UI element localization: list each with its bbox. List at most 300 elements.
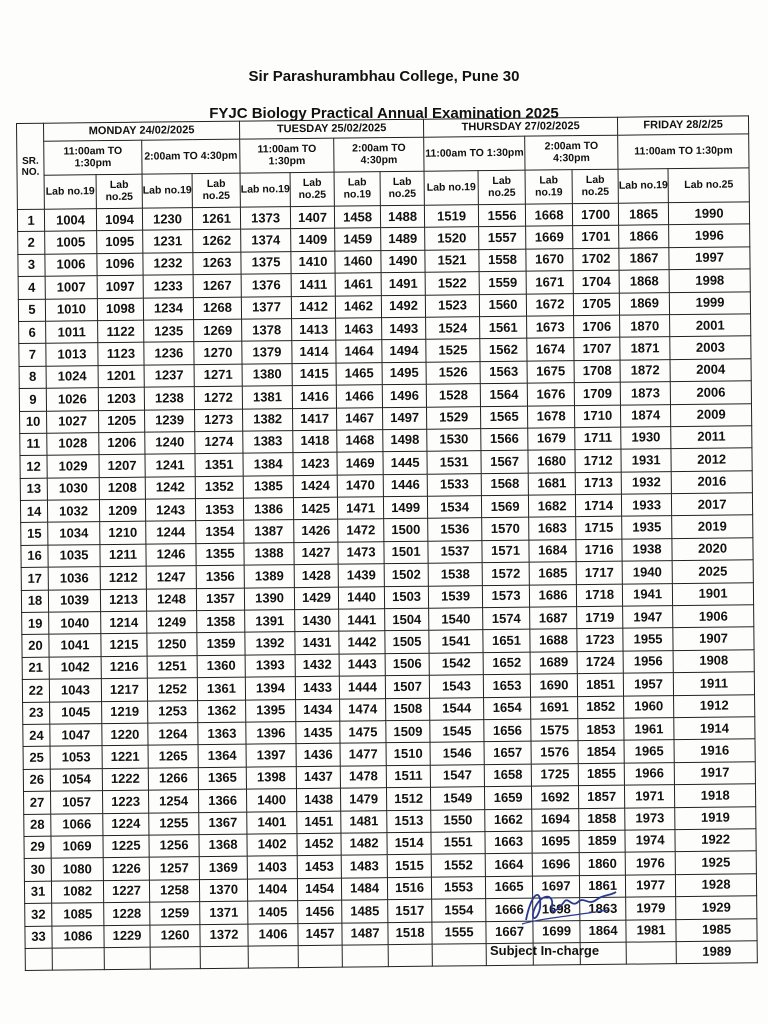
seat-number-cell: 1250	[147, 633, 197, 656]
seat-number-cell: 1530	[427, 429, 481, 452]
seat-number-cell: 1961	[624, 718, 674, 741]
seat-number-cell: 1684	[529, 540, 576, 563]
seat-number-cell: 1373	[240, 207, 290, 230]
seat-number-cell	[150, 947, 200, 970]
seat-number-cell: 1355	[196, 543, 244, 566]
seat-number-cell: 1273	[195, 409, 243, 432]
lab-header: Lab no.19	[44, 175, 96, 210]
seat-number-cell: 1437	[296, 766, 340, 789]
seat-number-cell: 1519	[424, 205, 478, 228]
seat-number-cell: 1688	[530, 629, 577, 652]
seat-number-cell: 1528	[426, 384, 480, 407]
seat-number-cell: 1928	[675, 874, 756, 897]
lab-header: Lab no.25	[192, 173, 240, 208]
sr-no-header: SR. NO.	[17, 123, 45, 209]
seat-number-cell: 1911	[673, 672, 754, 695]
seat-number-cell: 1364	[198, 744, 246, 767]
seat-number-cell: 1254	[148, 790, 198, 813]
seat-number-cell: 1955	[623, 628, 673, 651]
sr-no-cell: 17	[21, 567, 48, 590]
seat-number-cell: 1554	[432, 899, 486, 922]
seat-number-cell: 1866	[619, 225, 669, 248]
seat-number-cell: 1912	[674, 694, 755, 717]
seat-number-cell: 1695	[532, 831, 579, 854]
seat-number-cell: 1662	[485, 809, 532, 832]
seat-number-cell: 1201	[98, 365, 144, 388]
seat-number-cell: 1352	[195, 476, 243, 499]
seat-number-cell: 1671	[526, 271, 573, 294]
seat-number-cell: 1957	[623, 673, 673, 696]
seat-number-cell: 1428	[294, 564, 338, 587]
seat-number-cell: 1386	[243, 498, 293, 521]
seat-number-cell: 1707	[574, 338, 620, 361]
seat-number-cell: 1253	[148, 700, 198, 723]
seat-number-cell: 1258	[149, 879, 199, 902]
seat-number-cell: 1466	[336, 385, 382, 408]
seat-number-cell: 1224	[103, 813, 149, 836]
seat-number-cell: 1974	[625, 830, 675, 853]
seat-number-cell: 1244	[146, 521, 196, 544]
seat-number-cell: 1376	[241, 274, 291, 297]
exam-schedule-table	[16, 115, 758, 971]
day-header: FRIDAY 28/2/25	[618, 116, 749, 135]
seat-number-cell: 1270	[194, 341, 242, 364]
sr-no-cell: 24	[23, 724, 50, 747]
seat-number-cell: 1654	[484, 697, 531, 720]
seat-number-cell: 1458	[334, 206, 380, 229]
seat-number-cell: 1404	[247, 878, 297, 901]
seat-number-cell: 1531	[427, 451, 481, 474]
seat-number-cell: 1705	[573, 293, 619, 316]
seat-number-cell: 1242	[145, 476, 195, 499]
lab-header: Lab no.19	[142, 174, 192, 209]
seat-number-cell: 1007	[45, 276, 97, 299]
day-header: TUESDAY 25/02/2025	[240, 119, 424, 139]
seat-number-cell: 1696	[532, 853, 579, 876]
seat-number-cell: 1401	[247, 811, 297, 834]
seat-number-cell: 1551	[431, 832, 485, 855]
seat-number-cell: 1510	[386, 743, 430, 766]
seat-number-cell: 1851	[577, 673, 623, 696]
seat-number-cell: 1534	[428, 496, 482, 519]
seat-number-cell: 1383	[243, 431, 293, 454]
seat-number-cell: 1394	[245, 677, 295, 700]
seat-number-cell: 1272	[194, 386, 242, 409]
seat-number-cell: 1985	[676, 918, 757, 941]
seat-number-cell: 1871	[620, 337, 670, 360]
sr-no-cell: 11	[20, 433, 47, 456]
seat-number-cell: 1507	[385, 675, 429, 698]
seat-number-cell: 1478	[340, 765, 386, 788]
seat-number-cell: 1274	[195, 431, 243, 454]
seat-number-cell: 1457	[298, 923, 342, 946]
seat-number-cell: 1367	[199, 812, 247, 835]
seat-number-cell: 1700	[572, 203, 618, 226]
seat-number-cell: 1668	[525, 204, 572, 227]
day-header: MONDAY 24/02/2025	[44, 121, 240, 141]
seat-number-cell: 1443	[339, 653, 385, 676]
seat-number-cell: 1490	[381, 250, 425, 273]
seat-number-cell: 1515	[387, 855, 431, 878]
seat-number-cell: 1035	[48, 545, 100, 568]
seat-number-cell: 1549	[431, 787, 485, 810]
seat-number-cell: 1651	[483, 630, 530, 653]
seat-number-cell: 1718	[576, 584, 622, 607]
time-slot-header: 11:00am TO 1:30pm	[618, 134, 749, 169]
seat-number-cell: 2003	[670, 336, 751, 359]
seat-number-cell: 1249	[147, 611, 197, 634]
seat-number-cell: 1086	[52, 925, 104, 948]
seat-number-cell: 1467	[337, 407, 383, 430]
sr-no-cell: 1	[17, 209, 44, 232]
seat-number-cell: 1041	[49, 634, 101, 657]
seat-number-cell: 1935	[622, 516, 672, 539]
seat-number-cell: 1570	[482, 518, 529, 541]
seat-number-cell: 1723	[577, 629, 623, 652]
signature-label: Subject In-charge	[490, 943, 600, 958]
seat-number-cell: 1864	[580, 920, 626, 943]
sr-no-cell: 16	[21, 545, 48, 568]
seat-number-cell: 1378	[242, 319, 292, 342]
seat-number-cell: 1501	[384, 541, 428, 564]
seat-number-cell: 1251	[147, 655, 197, 678]
seat-number-cell: 1042	[49, 656, 101, 679]
seat-number-cell: 1659	[485, 786, 532, 809]
seat-number-cell: 1947	[623, 606, 673, 629]
seat-number-cell: 1971	[625, 785, 675, 808]
seat-number-cell: 1362	[198, 700, 246, 723]
lab-header: Lab no.25	[478, 170, 525, 204]
seat-number-cell: 1533	[427, 473, 481, 496]
seat-number-cell: 1709	[574, 382, 620, 405]
seat-number-cell: 1216	[101, 656, 147, 679]
seat-number-cell: 1054	[50, 768, 102, 791]
seat-number-cell: 1711	[575, 427, 621, 450]
seat-number-cell: 1415	[292, 363, 336, 386]
seat-number-cell: 1426	[294, 520, 338, 543]
seat-number-cell: 2012	[671, 448, 752, 471]
seat-number-cell: 1210	[100, 522, 146, 545]
seat-number-cell: 1211	[100, 544, 146, 567]
seat-number-cell: 1546	[430, 742, 484, 765]
seat-number-cell: 1409	[291, 229, 335, 252]
seat-number-cell: 1400	[247, 789, 297, 812]
seat-number-cell: 1045	[50, 701, 102, 724]
seat-number-cell: 1857	[579, 785, 625, 808]
seat-number-cell: 1207	[99, 454, 145, 477]
seat-number-cell: 1206	[99, 432, 145, 455]
seat-number-cell: 1868	[619, 270, 669, 293]
seat-number-cell: 1565	[481, 406, 528, 429]
seat-number-cell: 1237	[144, 364, 194, 387]
seat-number-cell: 1257	[149, 857, 199, 880]
seat-number-cell: 1053	[50, 746, 102, 769]
seat-number-cell: 1395	[246, 699, 296, 722]
seat-number-cell: 1865	[618, 203, 668, 226]
seat-number-cell: 1013	[46, 343, 98, 366]
seat-number-cell: 2017	[672, 493, 753, 516]
seat-number-cell: 1246	[146, 543, 196, 566]
seat-number-cell: 1260	[150, 924, 200, 947]
seat-number-cell: 1269	[194, 319, 242, 342]
seat-number-cell: 1205	[99, 410, 145, 433]
seat-number-cell: 1488	[380, 205, 424, 228]
lab-header: Lab no.25	[668, 168, 749, 203]
seat-number-cell: 1859	[579, 830, 625, 853]
seat-number-cell: 1874	[621, 404, 671, 427]
seat-number-cell: 1358	[197, 610, 245, 633]
seat-number-cell: 1956	[623, 650, 673, 673]
seat-number-cell: 1973	[625, 807, 675, 830]
seat-number-cell: 1430	[295, 609, 339, 632]
seat-number-cell: 1098	[97, 298, 143, 321]
seat-number-cell: 1495	[382, 362, 426, 385]
seat-number-cell: 1215	[101, 634, 147, 657]
seat-number-cell: 1870	[620, 315, 670, 338]
seat-number-cell: 1520	[425, 227, 479, 250]
seat-number-cell: 1976	[625, 852, 675, 875]
seat-number-cell: 1513	[387, 810, 431, 833]
seat-number-cell: 1561	[480, 316, 527, 339]
seat-number-cell: 1423	[293, 452, 337, 475]
seat-number-cell: 1489	[381, 228, 425, 251]
seat-number-cell: 1034	[48, 522, 100, 545]
seat-number-cell: 1402	[247, 834, 297, 857]
seat-number-cell: 1268	[193, 297, 241, 320]
seat-number-cell: 1493	[382, 317, 426, 340]
seat-number-cell: 1670	[526, 248, 573, 271]
seat-number-cell: 1393	[245, 654, 295, 677]
seat-number-cell: 1901	[672, 582, 753, 605]
seat-number-cell: 1094	[96, 208, 142, 231]
seat-number-cell: 1989	[676, 941, 757, 964]
seat-number-cell: 1427	[294, 542, 338, 565]
seat-number-cell: 1351	[195, 453, 243, 476]
sr-no-cell: 2	[18, 232, 45, 255]
seat-number-cell: 1498	[383, 429, 427, 452]
seat-number-cell: 1468	[337, 430, 383, 453]
seat-number-cell: 1263	[193, 252, 241, 275]
seat-number-cell: 1542	[429, 652, 483, 675]
seat-number-cell: 1387	[244, 520, 294, 543]
seat-number-cell: 1213	[100, 589, 146, 612]
seat-number-cell: 1867	[619, 247, 669, 270]
seat-number-cell: 1484	[341, 877, 387, 900]
seat-number-cell: 1471	[337, 497, 383, 520]
seat-number-cell: 1264	[148, 723, 198, 746]
seat-number-cell: 1719	[577, 606, 623, 629]
seat-number-cell: 1694	[532, 808, 579, 831]
seat-number-cell: 1574	[483, 607, 530, 630]
seat-number-cell: 1717	[576, 561, 622, 584]
seat-number-cell: 1459	[335, 228, 381, 251]
seat-number-cell: 1682	[529, 495, 576, 518]
seat-number-cell: 1567	[481, 450, 528, 473]
seat-number-cell: 1057	[51, 791, 103, 814]
lab-header: Lab no.19	[240, 173, 290, 208]
seat-number-cell: 1516	[387, 877, 431, 900]
seat-number-cell: 1431	[295, 632, 339, 655]
seat-number-cell: 1360	[197, 655, 245, 678]
seat-number-cell: 1907	[673, 627, 754, 650]
seat-number-cell: 1853	[578, 718, 624, 741]
seat-number-cell: 1526	[426, 361, 480, 384]
seat-number-cell	[626, 942, 676, 965]
seat-number-cell: 1248	[146, 588, 196, 611]
seat-number-cell	[104, 947, 150, 970]
seat-number-cell: 1525	[426, 339, 480, 362]
sr-no-cell: 25	[23, 747, 50, 770]
seat-number-cell: 1514	[387, 832, 431, 855]
seat-number-cell: 1666	[486, 898, 533, 921]
seat-number-cell: 1004	[44, 209, 96, 232]
seat-number-cell: 1686	[529, 584, 576, 607]
seat-number-cell: 1683	[529, 517, 576, 540]
seat-number-cell: 1370	[199, 879, 247, 902]
time-slot-header: 11:00am TO 1:30pm	[44, 140, 142, 175]
exam-title: FYJC Biology Practical Annual Examination 2025	[209, 105, 559, 122]
lab-header: Lab no.19	[424, 171, 478, 206]
seat-number-cell: 1672	[526, 293, 573, 316]
seat-number-cell: 1499	[383, 496, 427, 519]
seat-number-cell	[432, 944, 486, 967]
seat-number-cell: 1555	[432, 921, 486, 944]
seat-number-cell: 1563	[480, 361, 527, 384]
seat-number-cell: 1465	[336, 362, 382, 385]
seat-number-cell: 1981	[626, 919, 676, 942]
seat-number-cell: 1922	[675, 829, 756, 852]
seat-number-cell: 1080	[51, 858, 103, 881]
seat-number-cell: 1541	[429, 630, 483, 653]
seat-number-cell: 1231	[143, 230, 193, 253]
seat-number-cell: 1442	[339, 631, 385, 654]
seat-number-cell: 1940	[622, 561, 672, 584]
seat-number-cell: 1487	[342, 922, 388, 945]
seat-number-cell: 1479	[341, 788, 387, 811]
seat-number-cell: 1388	[244, 542, 294, 565]
seat-number-cell: 1405	[248, 901, 298, 924]
seat-number-cell: 1214	[101, 611, 147, 634]
seat-number-cell: 1664	[485, 853, 532, 876]
seat-number-cell: 1403	[247, 856, 297, 879]
seat-number-cell: 1537	[428, 541, 482, 564]
seat-number-cell: 1266	[148, 767, 198, 790]
sr-no-cell: 14	[20, 500, 47, 523]
seat-number-cell: 1508	[386, 698, 430, 721]
seat-number-cell: 1560	[479, 294, 526, 317]
seat-number-cell: 1085	[52, 903, 104, 926]
seat-number-cell: 1496	[382, 384, 426, 407]
seat-number-cell: 1938	[622, 539, 672, 562]
seat-number-cell: 1374	[241, 229, 291, 252]
seat-number-cell: 1460	[335, 250, 381, 273]
seat-number-cell: 2016	[671, 470, 752, 493]
seat-number-cell: 1679	[528, 428, 575, 451]
seat-number-cell: 1389	[244, 565, 294, 588]
seat-number-cell: 1930	[621, 427, 671, 450]
seat-number-cell: 1366	[198, 789, 246, 812]
seat-number-cell: 1413	[292, 318, 336, 341]
seat-number-cell: 1445	[383, 452, 427, 475]
seat-number-cell: 1011	[46, 321, 98, 344]
seat-number-cell: 1511	[386, 765, 430, 788]
seat-number-cell: 1701	[573, 226, 619, 249]
seat-number-cell: 1097	[97, 275, 143, 298]
sr-no-cell: 12	[20, 455, 47, 478]
seat-number-cell: 1675	[527, 360, 574, 383]
seat-number-cell: 1697	[532, 875, 579, 898]
seat-number-cell: 1653	[483, 674, 530, 697]
seat-number-cell: 1433	[295, 676, 339, 699]
seat-number-cell: 1714	[576, 494, 622, 517]
seat-number-cell: 1123	[98, 343, 144, 366]
sr-no-cell: 21	[22, 657, 49, 680]
seat-number-cell: 1977	[626, 874, 676, 897]
seat-number-cell: 1432	[295, 654, 339, 677]
seat-number-cell: 1566	[481, 428, 528, 451]
time-slot-header: 11:00am TO 1:30pm	[240, 138, 334, 173]
seat-number-cell: 1361	[197, 677, 245, 700]
seat-number-cell: 1411	[291, 273, 335, 296]
seat-number-cell: 1706	[574, 315, 620, 338]
seat-number-cell: 1229	[104, 925, 150, 948]
seat-number-cell: 1238	[144, 387, 194, 410]
seat-number-cell: 1236	[144, 342, 194, 365]
seat-number-cell: 1380	[242, 363, 292, 386]
seat-number-cell: 1965	[624, 740, 674, 763]
seat-number-cell: 1564	[480, 383, 527, 406]
seat-number-cell: 1027	[47, 410, 99, 433]
seat-number-cell: 1485	[342, 900, 388, 923]
sr-no-cell: 26	[23, 769, 50, 792]
seat-number-cell: 1715	[576, 517, 622, 540]
seat-number-cell: 1208	[99, 477, 145, 500]
day-header: THURSDAY 27/02/2025	[424, 117, 618, 137]
time-slot-header: 2:00am TO 4:30pm	[142, 139, 240, 174]
seat-number-cell: 1444	[339, 676, 385, 699]
seat-number-cell: 1452	[297, 833, 341, 856]
seat-number-cell: 2019	[672, 515, 753, 538]
sr-no-cell: 20	[22, 635, 49, 658]
seat-number-cell: 1454	[297, 878, 341, 901]
seat-number-cell: 1702	[573, 248, 619, 271]
sr-no-cell	[25, 948, 52, 971]
time-slot-header: 2:00am TO 4:30pm	[334, 137, 424, 172]
seat-number-cell: 2011	[671, 426, 752, 449]
time-slot-header: 11:00am TO 1:30pm	[424, 136, 525, 171]
seat-number-cell: 1226	[103, 857, 149, 880]
seat-number-cell: 1456	[298, 900, 342, 923]
seat-number-cell: 1543	[429, 675, 483, 698]
seat-number-cell: 1569	[482, 495, 529, 518]
seat-number-cell: 1440	[338, 586, 384, 609]
seat-number-cell: 1998	[669, 269, 750, 292]
seat-number-cell: 1863	[580, 897, 626, 920]
lab-header: Lab no.19	[525, 170, 572, 204]
seat-number-cell: 1673	[527, 316, 574, 339]
seat-number-cell: 1917	[674, 762, 755, 785]
seat-number-cell: 1453	[297, 855, 341, 878]
seat-number-cell: 1006	[45, 253, 97, 276]
seat-number-cell: 1504	[385, 608, 429, 631]
seat-number-cell: 1030	[47, 477, 99, 500]
seat-number-cell: 1568	[481, 473, 528, 496]
seat-number-cell: 1230	[142, 208, 192, 231]
seat-number-cell: 1377	[241, 296, 291, 319]
seat-number-cell: 1933	[622, 494, 672, 517]
seat-number-cell: 1005	[45, 231, 97, 254]
seat-number-cell: 1500	[384, 519, 428, 542]
